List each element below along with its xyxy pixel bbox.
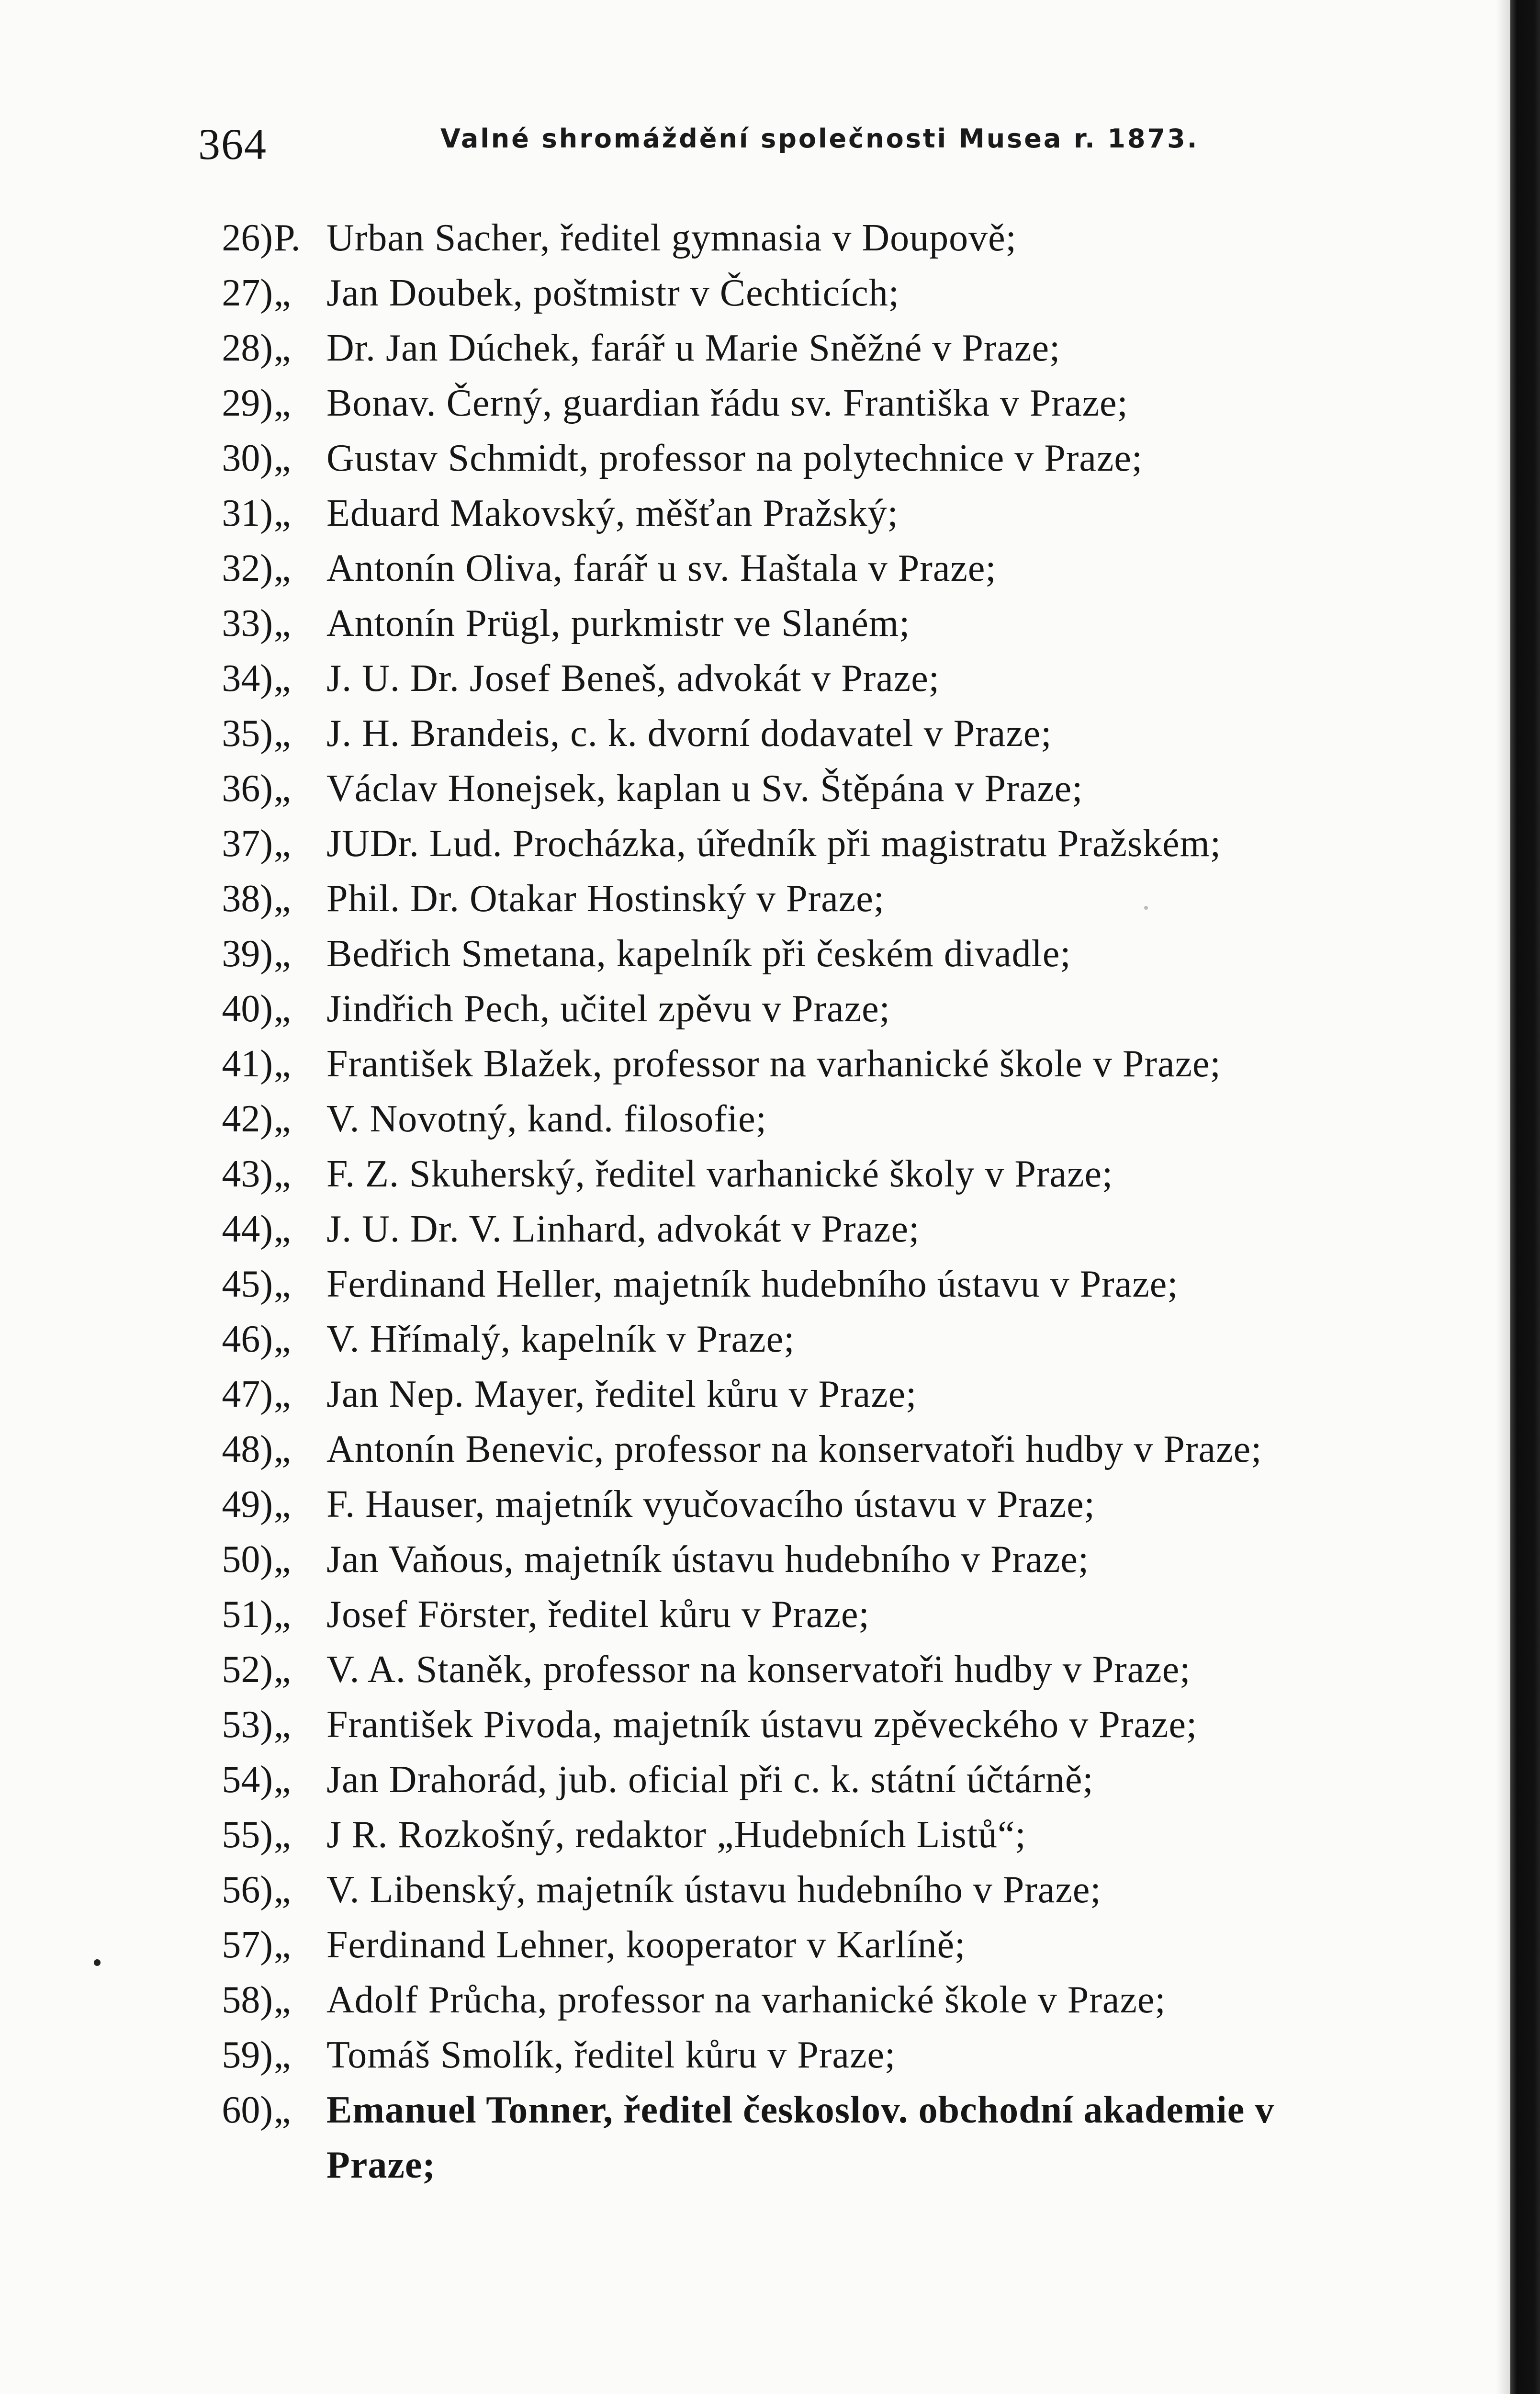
entry-number: 27) <box>222 272 273 314</box>
entry-number: 59) <box>222 2034 273 2076</box>
entry-number: 39) <box>222 933 273 975</box>
entry-text: V. A. Staněk, professor na konservatoři hudby v Praze; <box>326 1649 1191 1691</box>
entry-number: 56) <box>222 1869 273 1911</box>
member-list <box>201 211 1388 2193</box>
list-item <box>201 2083 1388 2193</box>
entry-number: 54) <box>222 1759 273 1801</box>
entry-prefix: „ <box>274 437 291 479</box>
entry-prefix: „ <box>274 1153 291 1195</box>
entry-prefix: „ <box>274 1759 291 1801</box>
entry-number: 49) <box>222 1483 273 1525</box>
entry-prefix: „ <box>274 382 291 424</box>
list-item <box>201 651 1388 706</box>
entry-number: 32) <box>222 547 273 589</box>
entry-number: 53) <box>222 1704 273 1746</box>
list-item <box>201 1147 1388 1202</box>
entry-number: 45) <box>222 1263 273 1305</box>
entry-prefix: „ <box>274 1043 291 1085</box>
list-item <box>201 1037 1388 1092</box>
entry-text: Urban Sacher, ředitel gymnasia v Doupově; <box>326 217 1017 259</box>
list-item <box>201 211 1388 266</box>
entry-text: Ferdinand Lehner, kooperator v Karlíně; <box>326 1924 966 1966</box>
entry-prefix: „ <box>274 1924 291 1966</box>
entry-prefix: „ <box>274 1869 291 1911</box>
entry-prefix: „ <box>274 327 291 369</box>
entry-prefix: „ <box>274 1814 291 1856</box>
entry-prefix: „ <box>274 878 291 920</box>
entry-number: 26) <box>222 217 273 259</box>
entry-text: V. Novotný, kand. filosofie; <box>326 1098 767 1140</box>
page-edge-shadow <box>1496 0 1510 2394</box>
entry-number: 34) <box>222 657 273 700</box>
entry-text: Jan Nep. Mayer, ředitel kůru v Praze; <box>326 1373 917 1415</box>
entry-prefix: „ <box>274 1979 291 2021</box>
list-item <box>201 2028 1388 2083</box>
entry-number: 51) <box>222 1593 273 1636</box>
entry-text: Jan Drahorád, jub. oficial při c. k. státní účtárně; <box>326 1759 1094 1801</box>
list-item <box>201 982 1388 1037</box>
entry-text: J. U. Dr. V. Linhard, advokát v Praze; <box>326 1208 920 1250</box>
entry-text: Josef Förster, ředitel kůru v Praze; <box>326 1593 870 1636</box>
entry-text: JUDr. Lud. Procházka, úředník při magistratu Pražském; <box>326 823 1222 865</box>
entry-number: 31) <box>222 492 273 534</box>
entry-prefix: „ <box>274 1483 291 1525</box>
entry-text: František Pivoda, majetník ústavu zpěveckého v Praze; <box>326 1704 1198 1746</box>
entry-text: Jan Vaňous, majetník ústavu hudebního v Praze; <box>326 1538 1090 1581</box>
list-item <box>201 871 1388 926</box>
list-item <box>201 1532 1388 1587</box>
entry-number: 36) <box>222 768 273 810</box>
entry-prefix: „ <box>274 1649 291 1691</box>
entry-text: Eduard Makovský, měšťan Pražský; <box>326 492 899 534</box>
entry-prefix: „ <box>274 547 291 589</box>
scan-edge <box>1510 0 1540 2394</box>
entry-text: F. Z. Skuherský, ředitel varhanické školy v Praze; <box>326 1153 1113 1195</box>
entry-prefix: „ <box>274 602 291 644</box>
entry-number: 43) <box>222 1153 273 1195</box>
entry-number: 38) <box>222 878 273 920</box>
entry-text: Dr. Jan Dúchek, farář u Marie Sněžné v Praze; <box>326 327 1061 369</box>
entry-prefix: „ <box>274 1318 291 1360</box>
list-item <box>201 1202 1388 1257</box>
list-item <box>201 266 1388 321</box>
list-item <box>201 1863 1388 1918</box>
entry-number: 33) <box>222 602 273 644</box>
entry-prefix: „ <box>274 1428 291 1470</box>
entry-prefix: „ <box>274 1373 291 1415</box>
entry-prefix: „ <box>274 1098 291 1140</box>
entry-prefix: „ <box>274 823 291 865</box>
list-item <box>201 1312 1388 1367</box>
entry-text: František Blažek, professor na varhanické škole v Praze; <box>326 1043 1221 1085</box>
entry-prefix: „ <box>274 712 291 755</box>
entry-prefix: „ <box>274 933 291 975</box>
entry-number: 47) <box>222 1373 273 1415</box>
list-item <box>201 1752 1388 1807</box>
entry-text: Antonín Benevic, professor na konservatoři hudby v Praze; <box>326 1428 1262 1470</box>
entry-number: 41) <box>222 1043 273 1085</box>
entry-text: Ferdinand Heller, majetník hudebního ústavu v Praze; <box>326 1263 1179 1305</box>
entry-prefix: „ <box>274 1263 291 1305</box>
entry-prefix: „ <box>274 2034 291 2076</box>
entry-number: 35) <box>222 712 273 755</box>
list-item <box>201 1973 1388 2028</box>
entry-prefix: „ <box>274 1593 291 1636</box>
entry-number: 46) <box>222 1318 273 1360</box>
entry-text: Emanuel Tonner, ředitel českoslov. obchodní akademie v Praze; <box>326 2089 1275 2186</box>
entry-prefix: „ <box>274 2089 291 2131</box>
list-item <box>201 1918 1388 1973</box>
entry-number: 44) <box>222 1208 273 1250</box>
entry-prefix: „ <box>274 272 291 314</box>
page-number: 364 <box>198 120 267 169</box>
entry-text: Adolf Průcha, professor na varhanické škole v Praze; <box>326 1979 1166 2021</box>
entry-number: 55) <box>222 1814 273 1856</box>
entry-text: Antonín Prügl, purkmistr ve Slaném; <box>326 602 911 644</box>
page-header <box>191 105 1350 168</box>
entry-number: 37) <box>222 823 273 865</box>
list-item <box>201 1092 1388 1147</box>
list-item <box>201 321 1388 376</box>
entry-number: 50) <box>222 1538 273 1581</box>
list-item <box>201 431 1388 486</box>
list-item <box>201 486 1388 541</box>
entry-prefix: „ <box>274 492 291 534</box>
entry-prefix: „ <box>274 1538 291 1581</box>
entry-number: 29) <box>222 382 273 424</box>
entry-text: Václav Honejsek, kaplan u Sv. Štěpána v Praze; <box>326 768 1083 810</box>
entry-text: J. H. Brandeis, c. k. dvorní dodavatel v Praze; <box>326 712 1052 755</box>
entry-number: 42) <box>222 1098 273 1140</box>
list-item <box>201 1257 1388 1312</box>
entry-number: 52) <box>222 1649 273 1691</box>
entry-prefix: P. <box>274 217 301 259</box>
entry-text: V. Libenský, majetník ústavu hudebního v Praze; <box>326 1869 1102 1911</box>
entry-number: 30) <box>222 437 273 479</box>
entry-number: 40) <box>222 988 273 1030</box>
list-item <box>201 541 1388 596</box>
entry-text: Jan Doubek, poštmistr v Čechticích; <box>326 272 900 314</box>
entry-number: 60) <box>222 2089 273 2131</box>
entry-prefix: „ <box>274 768 291 810</box>
entry-number: 48) <box>222 1428 273 1470</box>
list-item <box>201 1477 1388 1532</box>
list-item <box>201 1697 1388 1752</box>
list-item <box>201 926 1388 982</box>
entry-text: F. Hauser, majetník vyučovacího ústavu v Praze; <box>326 1483 1095 1525</box>
entry-prefix: „ <box>274 988 291 1030</box>
entry-text: Phil. Dr. Otakar Hostinský v Praze; <box>326 878 885 920</box>
entry-prefix: „ <box>274 1208 291 1250</box>
entry-text: Antonín Oliva, farář u sv. Haštala v Praze; <box>326 547 997 589</box>
running-head: Valné shromáždění společnosti Musea r. 1873. <box>440 124 1199 154</box>
list-item <box>201 1642 1388 1697</box>
entry-prefix: „ <box>274 1704 291 1746</box>
list-item <box>201 816 1388 871</box>
entry-text: Bonav. Černý, guardian řádu sv. Františka v Praze; <box>326 382 1128 424</box>
list-item <box>201 706 1388 761</box>
entry-text: Bedřich Smetana, kapelník při českém divadle; <box>326 933 1071 975</box>
entry-text: J R. Rozkošný, redaktor „Hudebních Listů“; <box>326 1814 1026 1856</box>
list-item <box>201 761 1388 816</box>
entry-number: 28) <box>222 327 273 369</box>
list-item <box>201 1807 1388 1863</box>
entry-text: Jindřich Pech, učitel zpěvu v Praze; <box>326 988 890 1030</box>
entry-text: Gustav Schmidt, professor na polytechnice v Praze; <box>326 437 1143 479</box>
entry-number: 57) <box>222 1924 273 1966</box>
entry-prefix: „ <box>274 657 291 700</box>
list-item <box>201 376 1388 431</box>
entry-text: Tomáš Smolík, ředitel kůru v Praze; <box>326 2034 896 2076</box>
list-item <box>201 1587 1388 1642</box>
list-item <box>201 1422 1388 1477</box>
ink-speck <box>94 1959 101 1966</box>
list-item <box>201 1367 1388 1422</box>
entry-number: 58) <box>222 1979 273 2021</box>
entry-text: J. U. Dr. Josef Beneš, advokát v Praze; <box>326 657 940 700</box>
list-item <box>201 596 1388 651</box>
entry-text: V. Hřímalý, kapelník v Praze; <box>326 1318 795 1360</box>
